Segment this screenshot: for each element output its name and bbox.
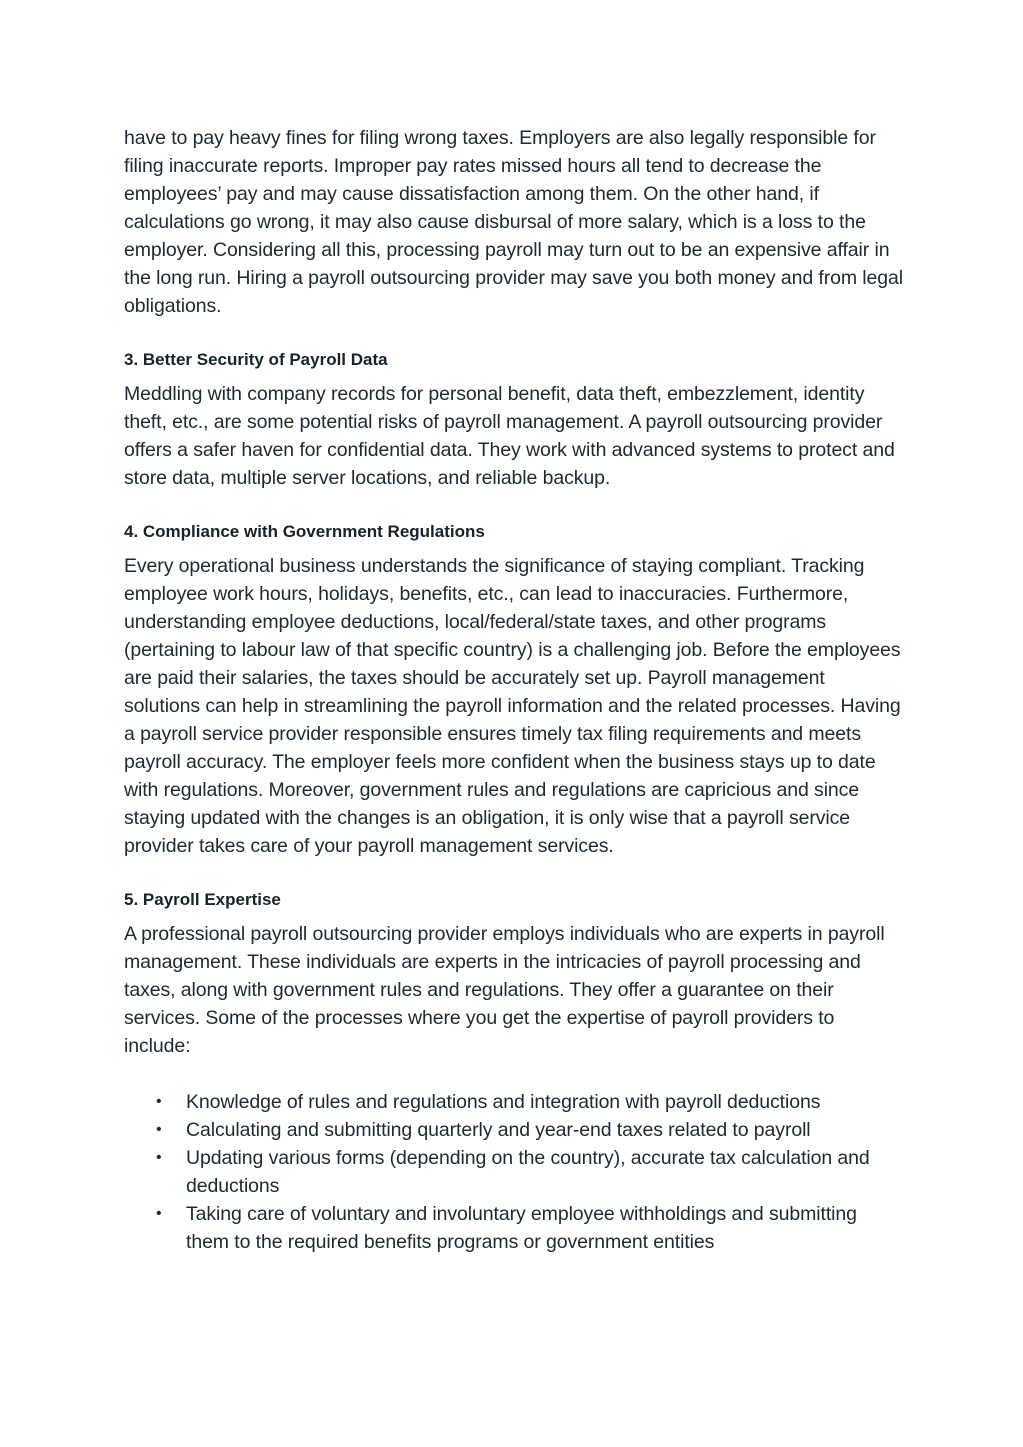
list-item bbox=[124, 1144, 904, 1200]
section-body-compliance: Every operational business understands the significance of staying compliant. Tracking employee work hours, holidays, benefits, etc., can lead to inaccuracies. Furthermore, understanding employee deductions, local/federal/state taxes, and other programs (pertaining to labour law of that specific country) is a challenging job. Before the employees are paid their salaries, the taxes should be accurately set up. Payroll management solutions can help in streamlining the payroll information and the related processes. Having a payroll service provider responsible ensures timely tax filing requirements and meets payroll accuracy. The employer feels more confident when the business stays up to date with regulations. Moreover, government rules and regulations are capricious and since staying updated with the changes is an obligation, it is only wise that a payroll service provider takes care of your payroll management services. bbox=[124, 555, 901, 857]
bullet-icon: • bbox=[156, 1093, 162, 1110]
spacer bbox=[124, 860, 904, 888]
section-heading-security: 3. Better Security of Payroll Data bbox=[124, 350, 388, 369]
spacer bbox=[124, 492, 904, 520]
section-body-security: Meddling with company records for personal benefit, data theft, embezzlement, identity theft, etc., are some potential risks of payroll management. A payroll outsourcing provider offers a safer haven for confidential data. They work with advanced systems to protect and store data, multiple server locations, and reliable backup. bbox=[124, 383, 895, 489]
bullet-icon: • bbox=[156, 1149, 162, 1166]
list-item bbox=[124, 1088, 904, 1116]
spacer bbox=[124, 912, 904, 920]
expertise-bullet-list bbox=[124, 1088, 904, 1256]
spacer bbox=[124, 1060, 904, 1088]
bullet-icon: • bbox=[156, 1205, 162, 1222]
spacer bbox=[124, 544, 904, 552]
bullet-icon: • bbox=[156, 1121, 162, 1138]
section-heading-expertise: 5. Payroll Expertise bbox=[124, 890, 281, 909]
spacer bbox=[124, 320, 904, 348]
list-item-text: Calculating and submitting quarterly and year-end taxes related to payroll bbox=[186, 1119, 811, 1141]
section-body-expertise: A professional payroll outsourcing provider employs individuals who are experts in payroll management. These individuals are experts in the intricacies of payroll processing and taxes, along with government rules and regulations. They offer a guarantee on their services. Some of the processes where you get the expertise of payroll providers to include: bbox=[124, 923, 885, 1057]
list-item-text: Updating various forms (depending on the country), accurate tax calculation and deductions bbox=[186, 1147, 870, 1197]
list-item bbox=[124, 1116, 904, 1144]
intro-paragraph: have to pay heavy fines for filing wrong taxes. Employers are also legally responsible for filing inaccurate reports. Improper pay rates missed hours all tend to decrease the employees’ pay and may cause dissatisfaction among them. On the other hand, if calculations go wrong, it may also cause disbursal of more salary, which is a loss to the employer. Considering all this, processing payroll may turn out to be an expensive affair in the long run. Hiring a payroll outsourcing provider may save you both money and from legal obligations. bbox=[124, 127, 904, 317]
spacer bbox=[124, 372, 904, 380]
section-heading-compliance: 4. Compliance with Government Regulations bbox=[124, 522, 485, 541]
list-item-text: Taking care of voluntary and involuntary employee withholdings and submitting them to the required benefits programs or government entities bbox=[186, 1203, 857, 1253]
list-item bbox=[124, 1200, 904, 1256]
list-item-text: Knowledge of rules and regulations and integration with payroll deductions bbox=[186, 1091, 821, 1113]
document-page bbox=[124, 124, 904, 1256]
